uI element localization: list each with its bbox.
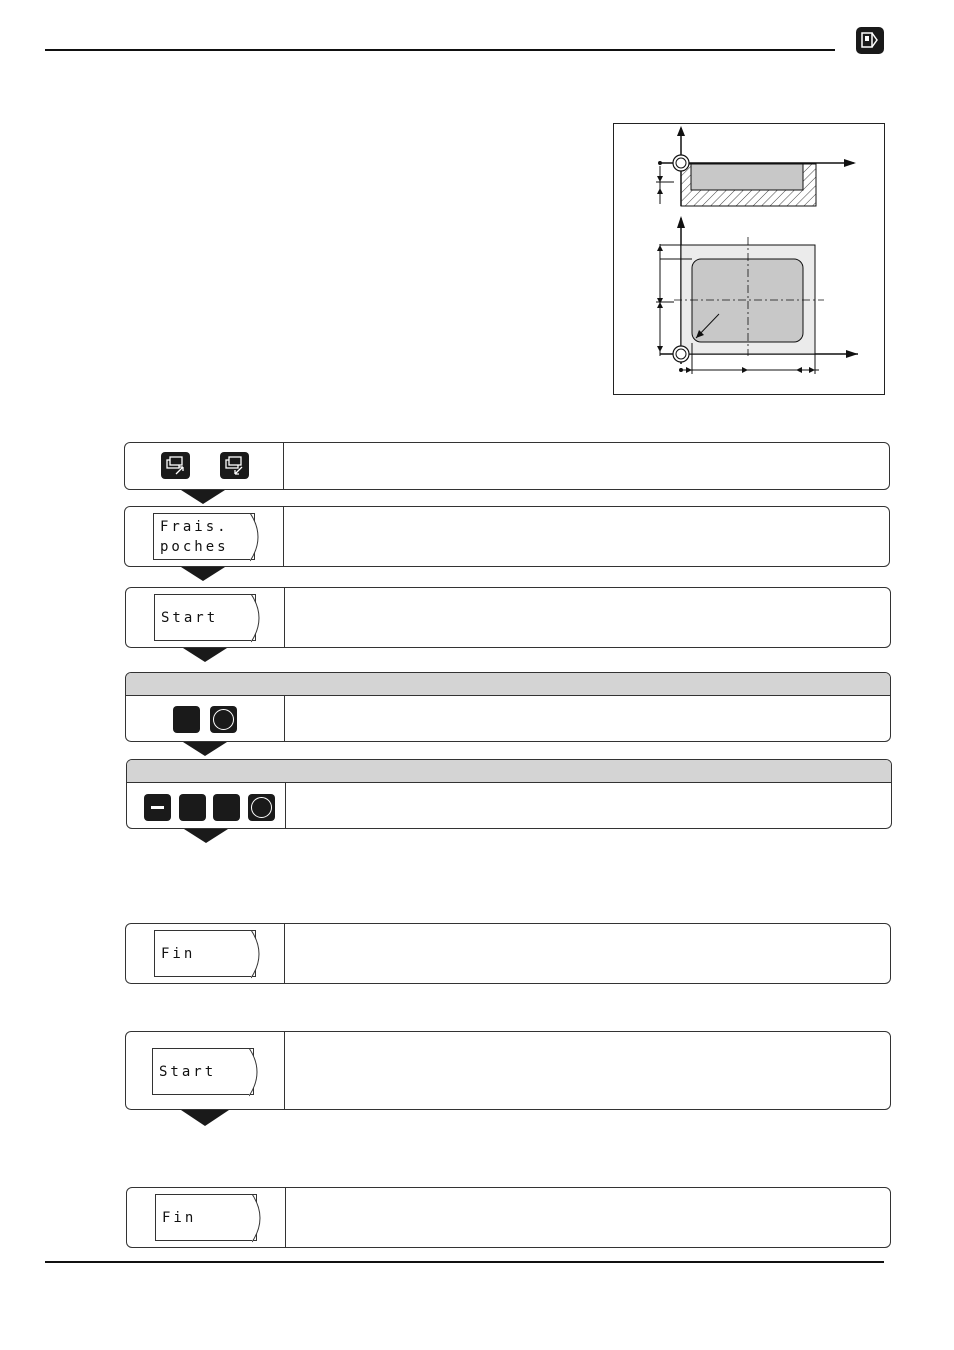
enter-key[interactable] bbox=[210, 706, 237, 733]
step-select-function bbox=[124, 442, 890, 490]
soft-key-tip bbox=[249, 1048, 259, 1097]
step-header-band bbox=[127, 760, 891, 783]
minus-key[interactable] bbox=[144, 794, 171, 821]
display-soft-key[interactable] bbox=[152, 1048, 254, 1095]
enter-key[interactable] bbox=[248, 794, 275, 821]
display-line: Frais. bbox=[160, 519, 229, 535]
step-header-band bbox=[126, 673, 890, 696]
footer-rule bbox=[45, 1261, 884, 1263]
step-end-2 bbox=[126, 1187, 891, 1248]
display-soft-key[interactable] bbox=[154, 594, 256, 641]
step-divider bbox=[284, 696, 285, 741]
number-key[interactable] bbox=[213, 794, 240, 821]
display-line: Start bbox=[159, 1064, 217, 1080]
display-line: Fin bbox=[161, 946, 196, 962]
display-soft-key[interactable] bbox=[155, 1194, 257, 1241]
flow-arrow bbox=[183, 742, 227, 756]
display-line: Fin bbox=[162, 1210, 197, 1226]
display-line: poches bbox=[160, 539, 229, 555]
step-divider bbox=[283, 507, 284, 566]
step-enter-value-1 bbox=[125, 672, 891, 742]
display-line: Start bbox=[161, 610, 219, 626]
display-soft-key[interactable] bbox=[153, 513, 255, 560]
soft-key-tip bbox=[252, 1194, 262, 1243]
number-key[interactable] bbox=[179, 794, 206, 821]
step-start-1 bbox=[125, 587, 891, 648]
header-rule bbox=[45, 49, 835, 51]
soft-key-tip bbox=[251, 930, 261, 979]
step-divider bbox=[283, 443, 284, 489]
step-divider bbox=[284, 1032, 285, 1109]
page-forward-icon[interactable] bbox=[161, 452, 190, 479]
flow-arrow bbox=[183, 648, 227, 662]
flow-arrow bbox=[184, 829, 228, 843]
step-divider bbox=[284, 588, 285, 647]
pocket-diagram bbox=[613, 123, 885, 395]
display-soft-key[interactable] bbox=[154, 930, 256, 977]
document-mode-icon bbox=[856, 27, 884, 54]
number-key[interactable] bbox=[173, 706, 200, 733]
step-divider bbox=[285, 783, 286, 828]
flow-arrow bbox=[181, 490, 225, 504]
step-pocket-milling bbox=[124, 506, 890, 567]
step-start-2 bbox=[125, 1031, 891, 1110]
page-back-icon[interactable] bbox=[220, 452, 249, 479]
soft-key-tip bbox=[251, 594, 261, 643]
step-divider bbox=[284, 924, 285, 983]
flow-arrow bbox=[181, 567, 225, 581]
step-divider bbox=[285, 1188, 286, 1247]
step-enter-value-2 bbox=[126, 759, 892, 829]
soft-key-tip bbox=[250, 513, 260, 562]
step-end-1 bbox=[125, 923, 891, 984]
flow-arrow bbox=[181, 1110, 229, 1126]
